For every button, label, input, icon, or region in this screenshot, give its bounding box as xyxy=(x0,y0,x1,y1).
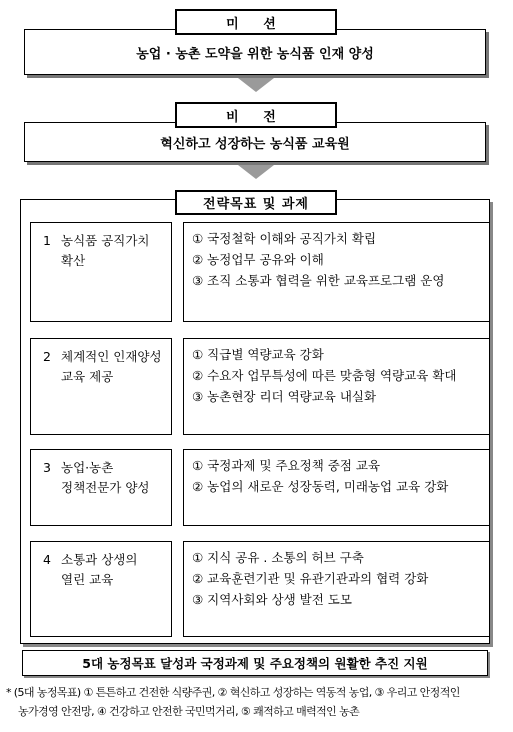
task-item: ② 농업의 새로운 성장동력, 미래농업 교육 강화 xyxy=(192,479,449,494)
goal-number: 2 xyxy=(43,349,51,364)
vision-text: 혁신하고 성장하는 농식품 교육원 xyxy=(160,136,350,152)
task-item: ② 농정업무 공유와 이해 xyxy=(192,252,324,267)
strategy-goal-2 xyxy=(30,338,172,435)
task-item: ① 직급별 역량교육 강화 xyxy=(192,347,324,362)
mission-label: 미 션 xyxy=(175,9,337,35)
goal-number: 3 xyxy=(43,460,51,475)
task-item: ② 교육훈련기관 및 유관기관과의 협력 강화 xyxy=(192,571,429,586)
goal-title-line1: 체계적인 인재양성 xyxy=(61,349,162,364)
vision-banner xyxy=(24,122,486,162)
goal-title-line2: 정책전문가 양성 xyxy=(61,480,150,495)
strategy-tasks-4 xyxy=(183,541,490,637)
strategy-goal-3 xyxy=(30,449,172,526)
goal-number: 4 xyxy=(43,552,51,567)
goal-title-line2: 확산 xyxy=(61,253,86,268)
task-item: ② 수요자 업무특성에 따른 맞춤형 역량교육 확대 xyxy=(192,368,457,383)
task-item: ③ 조직 소통과 협력을 위한 교육프로그램 운영 xyxy=(192,273,445,288)
goal-title-line1: 농업·농촌 xyxy=(61,460,114,475)
task-item: ① 국정과제 및 주요정책 중점 교육 xyxy=(192,458,381,473)
strategy-goal-4 xyxy=(30,541,172,637)
strategy-tasks-3 xyxy=(183,449,490,526)
summary-bar xyxy=(22,650,488,676)
goal-number: 1 xyxy=(43,233,51,248)
goal-title-line1: 소통과 상생의 xyxy=(61,552,138,567)
summary-text: 5대 농정목표 달성과 국정과제 및 주요정책의 원활한 추진 지원 xyxy=(82,656,428,671)
mission-banner xyxy=(24,29,486,75)
mission-text: 농업 · 농촌 도약을 위한 농식품 인재 양성 xyxy=(136,46,374,62)
footnote-line2: 농가경영 안전망, ④ 건강하고 안전한 국민먹거리, ⑤ 쾌적하고 매력적인 농촌 xyxy=(18,705,360,718)
down-arrow-icon xyxy=(238,78,274,92)
down-arrow-icon xyxy=(238,165,274,179)
task-item: ① 지식 공유 . 소통의 허브 구축 xyxy=(192,550,364,565)
strategy-tasks-1 xyxy=(183,222,490,322)
footnote-line1: * (5대 농정목표) ① 튼튼하고 건전한 식량주권, ② 혁신하고 성장하는 역동적 농업, ③ 우리고 안정적인 xyxy=(6,686,460,699)
task-item: ③ 농촌현장 리더 역량교육 내실화 xyxy=(192,389,377,404)
task-item: ③ 지역사회와 상생 발전 도모 xyxy=(192,592,352,607)
goal-title-line1: 농식품 공직가치 xyxy=(61,233,150,248)
vision-label: 비 전 xyxy=(175,102,337,128)
strategy-goal-1 xyxy=(30,222,172,322)
goal-title-line2: 교육 제공 xyxy=(61,369,114,384)
strategy-label: 전략목표 및 과제 xyxy=(175,190,337,215)
task-item: ① 국정철학 이해와 공직가치 확립 xyxy=(192,231,377,246)
strategy-tasks-2 xyxy=(183,338,490,435)
goal-title-line2: 열린 교육 xyxy=(61,572,114,587)
footnote xyxy=(6,683,509,727)
